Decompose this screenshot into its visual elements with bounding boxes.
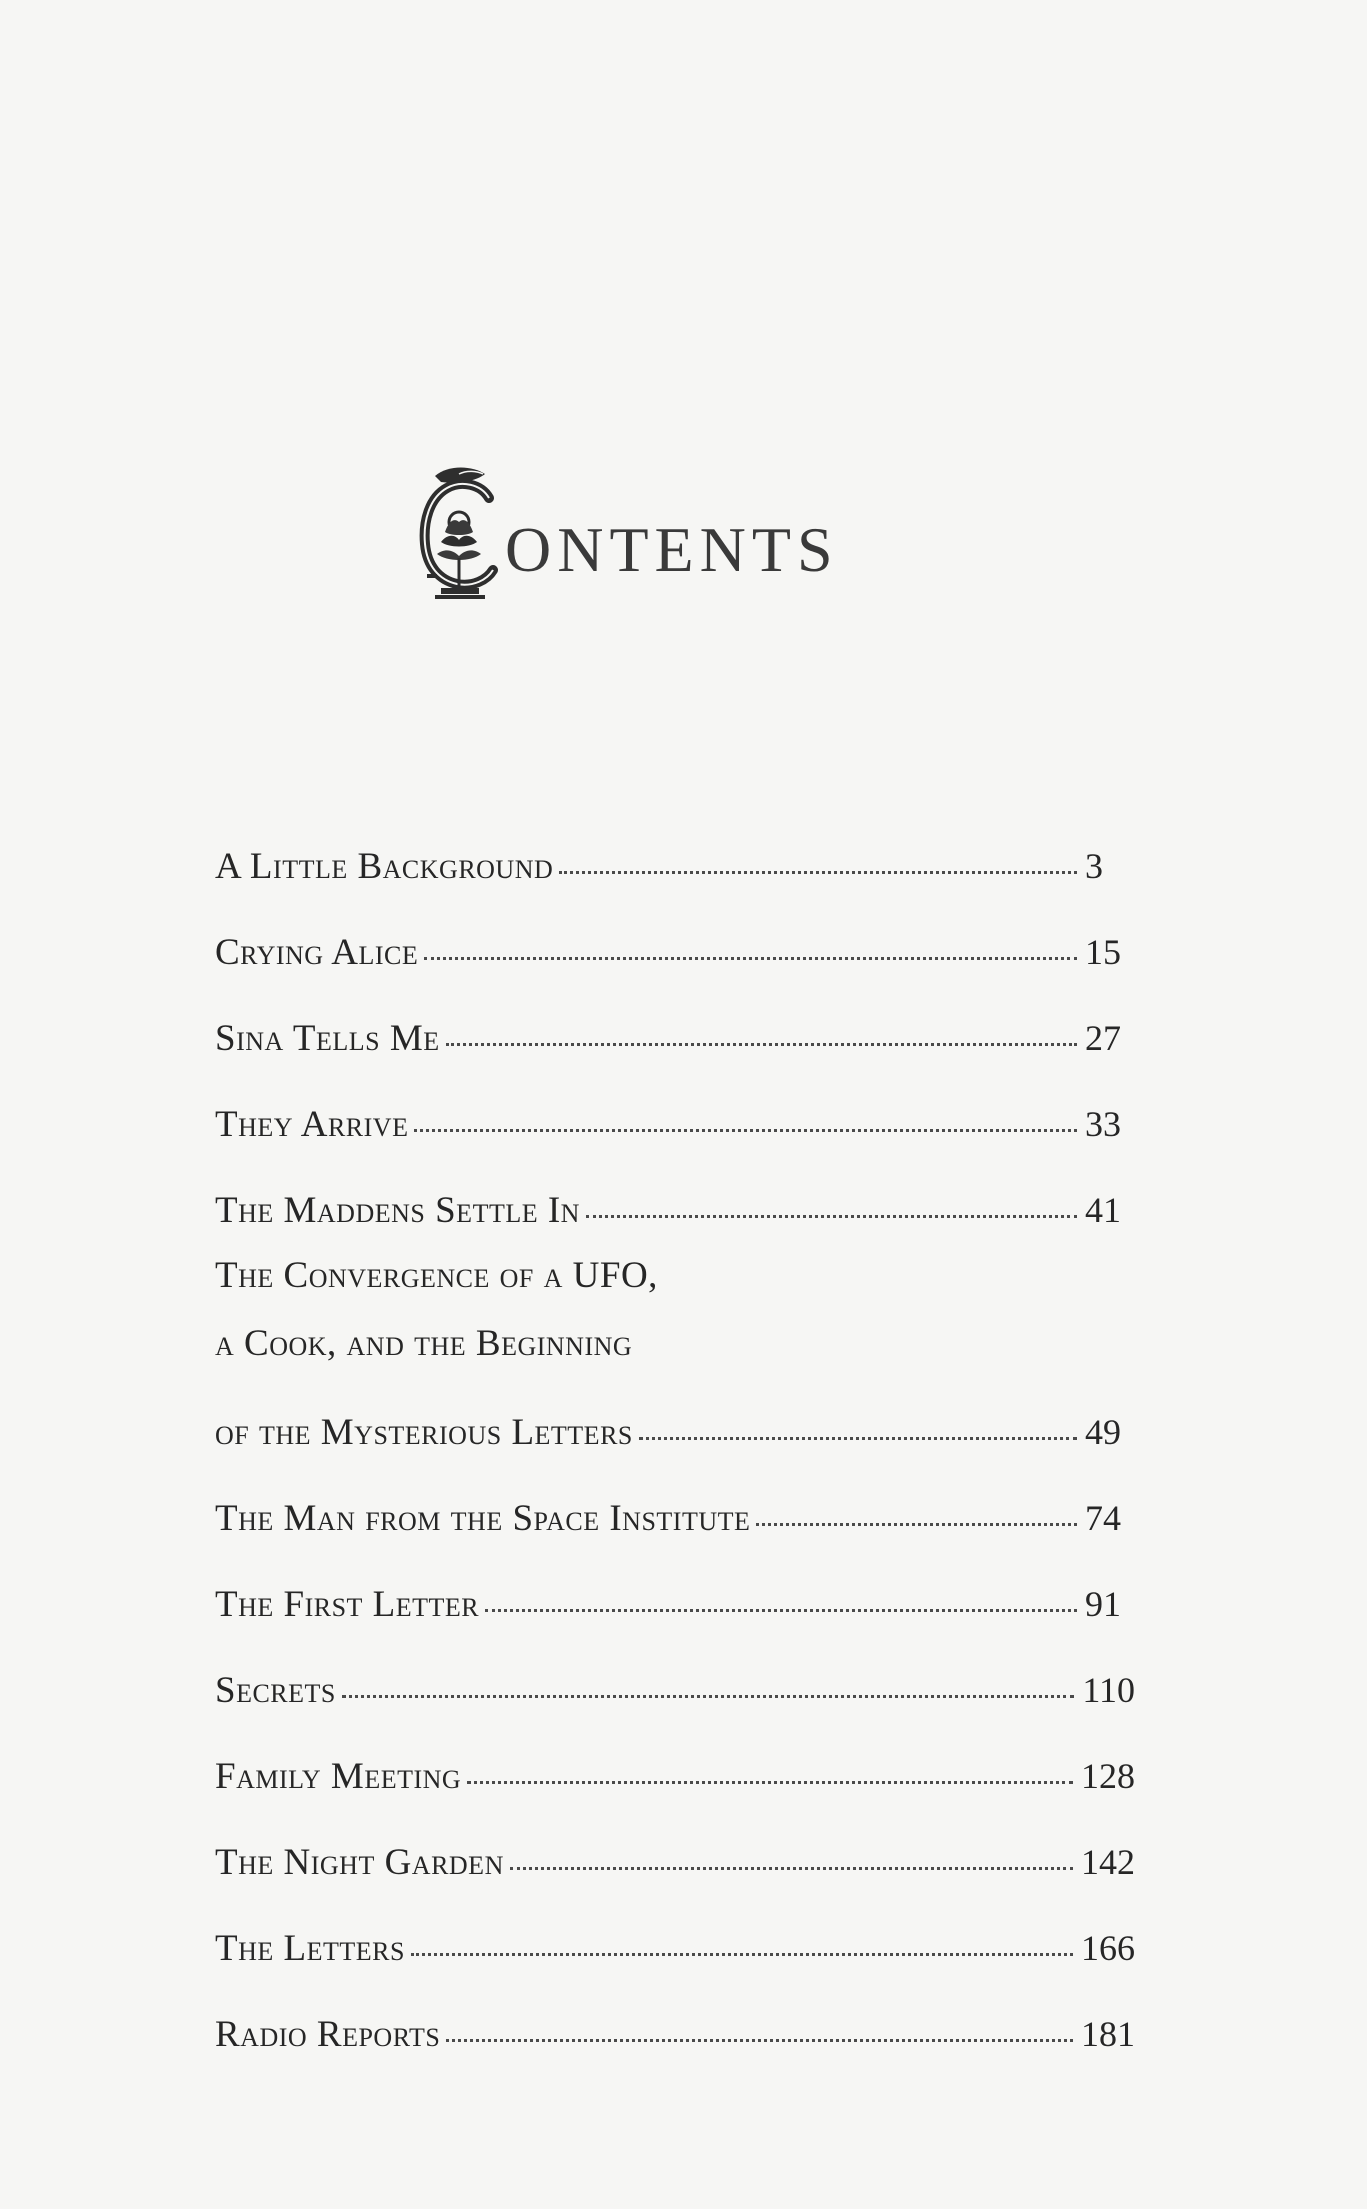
toc-entry-title: The Letters xyxy=(215,1928,405,1969)
toc-entry-line xyxy=(215,2016,1135,2053)
toc-page-number: 181 xyxy=(1081,2014,1135,2054)
toc-entry-title: The Night Garden xyxy=(215,1842,504,1883)
dot-leader xyxy=(510,1867,1073,1870)
toc-entry-line xyxy=(215,934,1135,971)
dot-leader xyxy=(467,1781,1073,1784)
dot-leader xyxy=(424,957,1077,960)
dot-leader xyxy=(559,871,1077,874)
toc-entry[interactable] xyxy=(215,1477,1135,1563)
toc-entry-title: Family Meeting xyxy=(215,1756,462,1797)
toc-entry-line xyxy=(215,1192,1135,1229)
toc-page-number: 33 xyxy=(1085,1104,1121,1144)
toc-entry[interactable] xyxy=(215,825,1135,911)
toc-entry-line xyxy=(215,1020,1135,1057)
toc-entry-line xyxy=(215,1672,1135,1709)
dot-leader xyxy=(342,1695,1074,1698)
toc-entry-title: Sina Tells Me xyxy=(215,1018,440,1059)
contents-heading xyxy=(415,462,839,602)
toc-entry-title: Radio Reports xyxy=(215,2014,441,2055)
toc-entry-title: The Maddens Settle In xyxy=(215,1190,580,1231)
toc-entry[interactable] xyxy=(215,1735,1135,1821)
toc-entry-title: Secrets xyxy=(215,1670,336,1711)
toc-entry[interactable] xyxy=(215,911,1135,997)
toc-page-number: 166 xyxy=(1081,1928,1135,1968)
dot-leader xyxy=(586,1215,1077,1218)
toc-page-number: 91 xyxy=(1085,1584,1121,1624)
toc-entry-line xyxy=(215,1414,1135,1451)
toc-entry-title-line: a Cook, and the Beginning xyxy=(215,1323,633,1364)
dot-leader xyxy=(446,2039,1073,2042)
toc-entry[interactable] xyxy=(215,1821,1135,1907)
toc-entry-title: of the Mysterious Letters xyxy=(215,1412,633,1453)
dot-leader xyxy=(446,1043,1077,1046)
toc-entry[interactable] xyxy=(215,1907,1135,1993)
heading-text: ONTENTS xyxy=(505,514,839,585)
toc-page-number: 15 xyxy=(1085,932,1121,972)
toc-entry-title: A Little Background xyxy=(215,846,554,887)
dot-leader xyxy=(411,1953,1073,1956)
dot-leader xyxy=(639,1437,1077,1440)
toc-page-number: 3 xyxy=(1085,846,1103,886)
toc-entry-title: The First Letter xyxy=(215,1584,480,1625)
toc-page-number: 128 xyxy=(1081,1756,1135,1796)
toc-entry[interactable] xyxy=(215,1993,1135,2079)
toc-page-number: 41 xyxy=(1085,1190,1121,1230)
toc-entry[interactable] xyxy=(215,997,1135,1083)
dot-leader xyxy=(485,1609,1077,1612)
toc-page-number: 49 xyxy=(1085,1412,1121,1452)
toc-entry-title: The Man from the Space Institute xyxy=(215,1498,751,1539)
dot-leader xyxy=(414,1129,1077,1132)
toc-entry[interactable] xyxy=(215,1083,1135,1169)
toc-page-number: 27 xyxy=(1085,1018,1121,1058)
toc-entry[interactable] xyxy=(215,1255,1135,1477)
toc-page-number: 142 xyxy=(1081,1842,1135,1882)
toc-entry[interactable] xyxy=(215,1649,1135,1735)
ornamental-drop-cap-c-icon xyxy=(415,462,507,602)
toc-entry-line xyxy=(215,1844,1135,1881)
toc-entry-line xyxy=(215,1930,1135,1967)
toc-page-number: 74 xyxy=(1085,1498,1121,1538)
toc-page-number: 110 xyxy=(1082,1670,1135,1710)
toc-entry[interactable] xyxy=(215,1169,1135,1255)
toc-entry-line xyxy=(215,1758,1135,1795)
dot-leader xyxy=(756,1523,1077,1526)
table-of-contents xyxy=(215,825,1135,2079)
toc-entry[interactable] xyxy=(215,1563,1135,1649)
toc-entry-line xyxy=(215,1500,1135,1537)
toc-entry-title: Crying Alice xyxy=(215,932,419,973)
toc-entry-line xyxy=(215,1106,1135,1143)
toc-entry-line xyxy=(215,848,1135,885)
toc-entry-title: They Arrive xyxy=(215,1104,409,1145)
toc-entry-line xyxy=(215,1586,1135,1623)
toc-entry-title-line: The Convergence of a UFO, xyxy=(215,1255,658,1296)
